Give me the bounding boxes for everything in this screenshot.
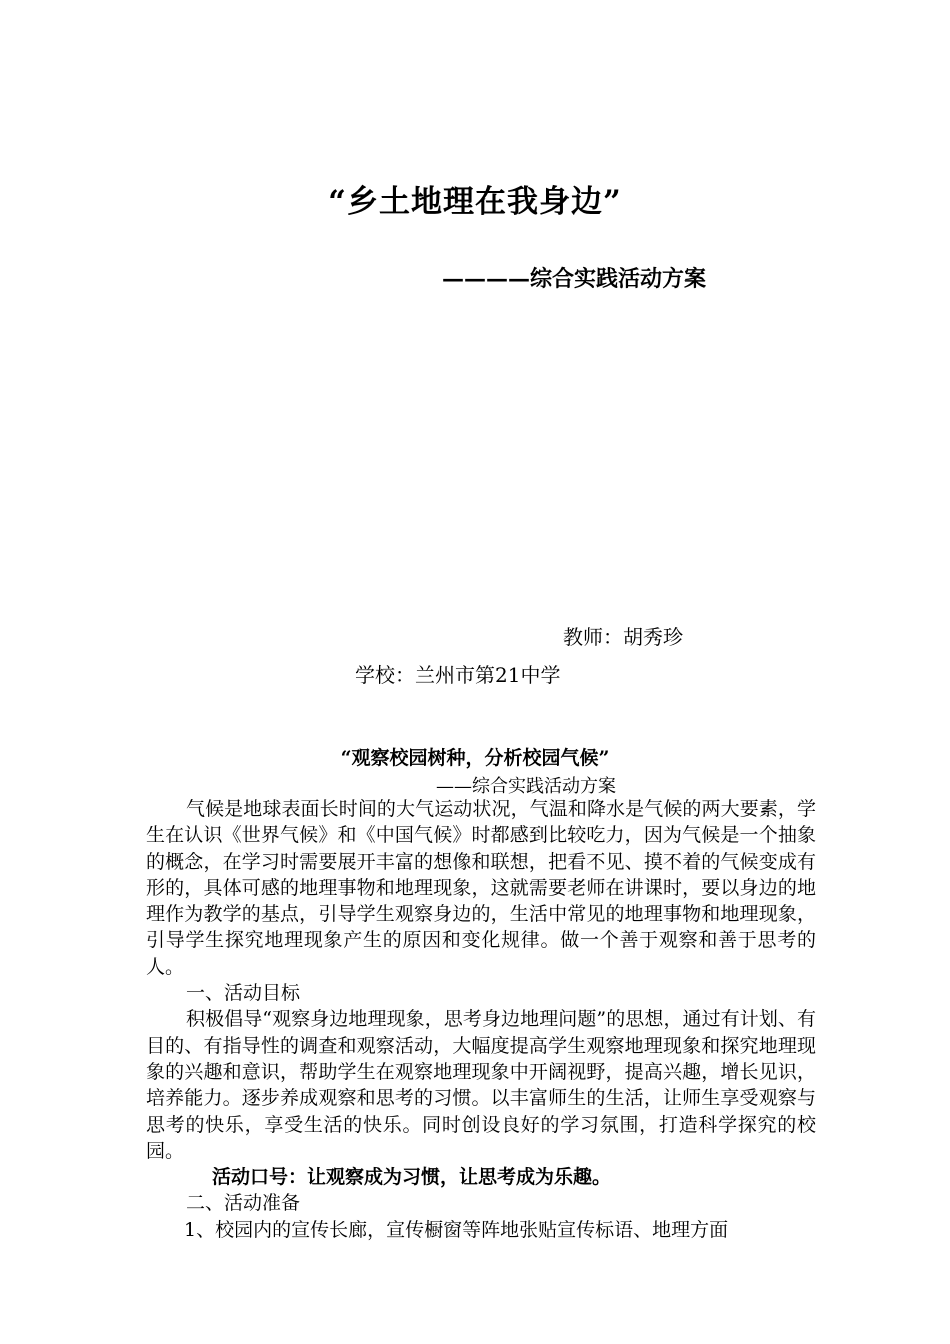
section2-heading: 二、活动准备 [186,1192,301,1215]
plan-body [146,796,816,1243]
section2-item-1: 1、校园内的宣传长廊，宣传橱窗等阵地张贴宣传标语、地理方面 [184,1218,729,1241]
activity-slogan: 活动口号：让观察成为习惯，让思考成为乐趣。 [212,1166,612,1189]
main-subtitle: ————综合实践活动方案 [442,266,707,292]
section1-heading: 一、活动目标 [186,982,301,1005]
section1-paragraph: 积极倡导“观察身边地理现象，思考身边地理问题”的思想，通过有计划、有目的、有指导性的调查和观察活动，大幅度提高学生观察地理现象和探究地理现象的兴趣和意识，帮助学生在观察地理现象中开阔视野，提高兴趣，增长见识，培养能力。逐步养成观察和思考的习惯。以丰富师生的生活，让师生享受观察与思考的快乐，享受生活的快乐。同时创设良好的学习氛围，打造科学探究的校园。 [146,1008,816,1162]
school-line: 学校：兰州市第21中学 [355,663,561,687]
teacher-line: 教师：胡秀珍 [563,625,683,649]
plan-subtitle: ——综合实践活动方案 [436,776,616,797]
plan-title: “观察校园树种，分析校园气候” [340,747,610,769]
main-title: “乡土地理在我身边” [328,184,622,220]
intro-paragraph: 气候是地球表面长时间的大气运动状况，气温和降水是气候的两大要素，学生在认识《世界气候》和《中国气候》时都感到比较吃力，因为气候是一个抽象的概念，在学习时需要展开丰富的想像和联想，把看不见、摸不着的气候变成有形的，具体可感的地理事物和地理现象，这就需要老师在讲课时，要以身边的地理作为教学的基点，引导学生观察身边的，生活中常见的地理事物和地理现象，引导学生探究地理现象产生的原因和变化规律。做一个善于观察和善于思考的人。 [146,798,816,978]
